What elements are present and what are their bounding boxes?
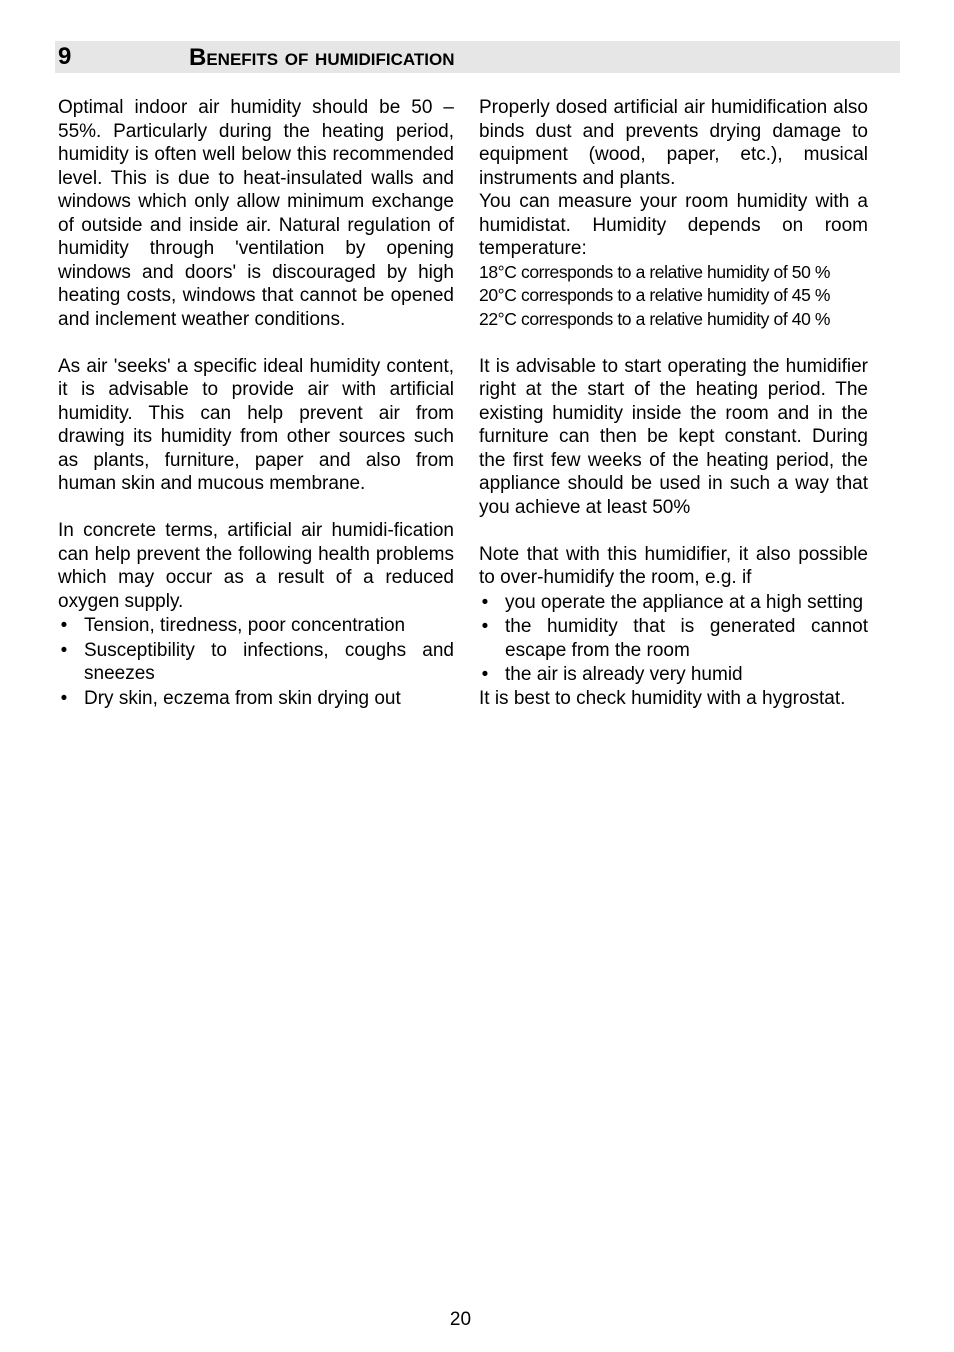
left-column: [58, 96, 454, 710]
paragraph-artificial-humidity: As air 'seeks' a specific ideal humidity content, it is advisable to provide air with artificial humidity. This can help prevent air from drawing its humidity from other sources such as plants, furniture, paper and also from human skin and mucous membrane.: [58, 355, 454, 494]
paragraph-health-problems: In concrete terms, artificial air humidi-fication can help prevent the following health problems which may occur as a result of a reduced oxygen supply.: [58, 520, 454, 612]
page-number: 20: [449, 1309, 472, 1330]
list-item: • the humidity that is generated cannot escape from the room: [479, 615, 868, 662]
bullet-icon: •: [481, 616, 489, 637]
section-number: 9: [58, 43, 72, 70]
list-item: • Susceptibility to infections, coughs and sneezes: [58, 639, 454, 686]
bullet-icon: •: [481, 591, 489, 613]
bullet-icon: •: [481, 664, 489, 685]
paragraph-optimal-humidity: Optimal indoor air humidity should be 50 – 55%. Particularly during the heating period, humidity is often well below this recommended level. This is due to heat-insulated walls and windows which only allow minimum exchange of outside and inside air. Natural regulation of humidity through 'ventilation by opening windows and doors' is discouraged by high heating costs, windows that cannot be opened and inclement weather conditions.: [58, 97, 454, 330]
paragraph-hygrostat: It is best to check humidity with a hygrostat.: [479, 687, 846, 709]
paragraph-over-humidify: Note that with this humidifier, it also possible to over-humidify the room, e.g. if: [479, 543, 868, 588]
bullet-icon: •: [60, 639, 68, 661]
paragraph-binds-dust: Properly dosed artificial air humidification also binds dust and prevents drying damage to equipment (wood, paper, etc.), musical instruments and plants.: [479, 97, 868, 189]
over-humidify-list: [479, 591, 868, 687]
paragraph-start-operating: It is advisable to start operating the humidifier right at the start of the heating period. The existing humidity inside the room and in the furniture can then be kept constant. During the first few weeks of the heating period, the appliance should be used in such a way that you achieve at least 50%: [479, 355, 868, 518]
list-item: • Dry skin, eczema from skin drying out: [58, 687, 454, 711]
bullet-icon: •: [60, 687, 68, 709]
list-item: • you operate the appliance at a high setting: [479, 591, 868, 615]
section-title: Benefits of humidification: [189, 44, 455, 71]
health-problems-list: [58, 614, 454, 710]
temperature-line-20: 20°C corresponds to a relative humidity of 45 %: [479, 285, 831, 305]
right-column: [479, 96, 868, 710]
temperature-line-22: 22°C corresponds to a relative humidity of 40 %: [479, 308, 831, 329]
temperature-line-18: 18°C corresponds to a relative humidity of 50 %: [479, 261, 831, 282]
list-item: • the air is already very humid: [479, 663, 868, 687]
bullet-icon: •: [60, 615, 68, 636]
section-heading-bar: [55, 41, 900, 73]
paragraph-humidistat: You can measure your room humidity with a humidistat. Humidity depends on room temperature:: [479, 191, 868, 259]
list-item: • Tension, tiredness, poor concentration: [58, 614, 454, 638]
